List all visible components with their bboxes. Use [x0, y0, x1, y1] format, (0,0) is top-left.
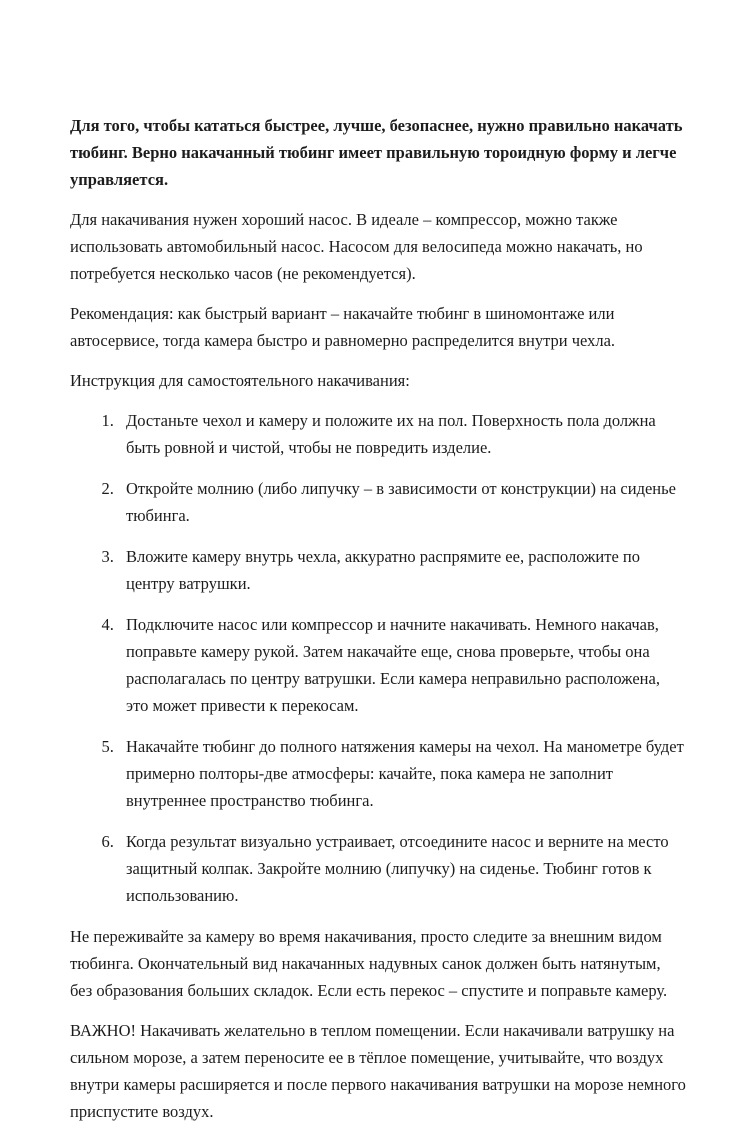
intro-paragraph: Для того, чтобы кататься быстрее, лучше, безопаснее, нужно правильно накачать тюбинг. Верно накачанный тюбинг имеет правильную тороидную форму и легче управляется. [70, 116, 683, 189]
important-paragraph: ВАЖНО! Накачивать желательно в теплом помещении. Если накачивали ватрушку на сильном морозе, а затем переносите ее в тёплое помещение, учитывайте, что воздух внутри камеры расширяется и после первого накачивания ватрушки на морозе немного приспустите воздух. [70, 1021, 686, 1121]
step-item-6: 6. Когда результат визуально устраивает, отсоедините насос и верните на место защитный колпак. Закройте молнию (липучку) на сиденье. Тюбинг готов к использованию. [118, 828, 686, 909]
step-item-2: 2. Откройте молнию (либо липучку – в зависимости от конструкции) на сиденье тюбинга. [118, 475, 686, 529]
step-item-3: 3. Вложите камеру внутрь чехла, аккуратно распрямите ее, расположите по центру ватрушки. [118, 543, 686, 597]
instruction-steps-list [70, 407, 686, 909]
document-body [70, 112, 686, 1125]
outro-paragraph: Не переживайте за камеру во время накачивания, просто следите за внешним видом тюбинга. Окончательный вид накачанных надувных санок должен быть натянутым, без образования больших складок. Если есть перекос – спустите и поправьте камеру. [70, 927, 668, 1000]
step-item-5: 5. Накачайте тюбинг до полного натяжения камеры на чехол. На манометре будет примерно полторы-две атмосферы: качайте, пока камера не заполнит внутреннее пространство тюбинга. [118, 733, 686, 814]
pump-paragraph: Для накачивания нужен хороший насос. В идеале – компрессор, можно также использовать автомобильный насос. Насосом для велосипеда можно накачать, но потребуется несколько часов (не рекомендуется). [70, 210, 643, 283]
recommendation-paragraph: Рекомендация: как быстрый вариант – накачайте тюбинг в шиномонтаже или автосервисе, тогда камера быстро и равномерно распределится внутри чехла. [70, 304, 616, 350]
step-item-4: 4. Подключите насос или компрессор и начните накачивать. Немного накачав, поправьте камеру рукой. Затем накачайте еще, снова проверьте, чтобы она располагалась по центру ватрушки. Если камера неправильно расположена, это может привести к перекосам. [118, 611, 686, 719]
step-item-1: 1. Достаньте чехол и камеру и положите их на пол. Поверхность пола должна быть ровной и чистой, чтобы не повредить изделие. [118, 407, 686, 461]
instruction-list-heading: Инструкция для самостоятельного накачивания: [70, 371, 410, 390]
